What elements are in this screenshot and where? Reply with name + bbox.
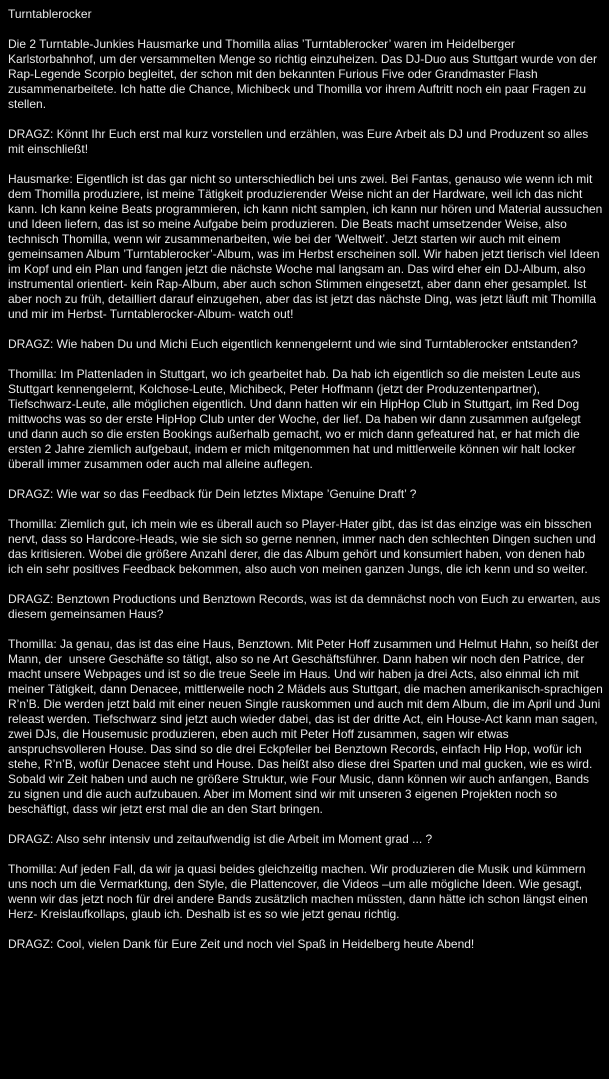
paragraph: DRAGZ: Cool, vielen Dank für Eure Zeit und noch viel Spaß in Heidelberg heute Abend! xyxy=(8,937,475,951)
paragraph: Thomilla: Auf jeden Fall, da wir ja quasi beides gleichzeitig machen. Wir produzieren die Musik und kümmern uns noch um die Vermarktung, den Style, die Plattencover, die Videos –um alle mögliche Ideen. Wie gesagt, wenn wir das jetzt noch für drei andere Bands zusätzlich machen müssten, dann hätte ich schon längst einen Herz- Kreislaufkollaps, glaub ich. Deshalb ist es so wie jetzt genau richtig. xyxy=(8,862,592,921)
paragraph: DRAGZ: Könnt Ihr Euch erst mal kurz vorstellen und erzählen, was Eure Arbeit als DJ und Produzent so alles mit einschließt! xyxy=(8,127,592,156)
paragraph: Hausmarke: Eigentlich ist das gar nicht so unterschiedlich bei uns zwei. Bei Fantas, genauso wie wenn ich mit dem Thomilla produziere, ist meine Tätigkeit produzierender Weise nicht an der Hardware, weil ich das nicht kann. Ich kann keine Beats programmieren, ich kann nicht samplen, ich kann nur hören und Material aussuchen und Ideen liefern, das ist so meine Aufgabe beim produzieren. Die Beats macht umsetzender Weise, also technisch Thomilla, wenn wir zusammenarbeiten, wie bei der ’Weltweit’. Jetzt starten wir auch mit einem gemeinsamen Album ’Turntablerocker’-Album, was im Herbst erscheinen soll. Wir haben jetzt tierisch viel Ideen im Kopf und ein Plan und fangen jetzt die nächste Woche mal langsam an. Das wird eher ein DJ-Album, also instrumental orientiert- kein Rap-Album, aber auch schon Stimmen eingesetzt, aber dann eher gesamplet. Ist aber noch zu früh, detailliert darauf einzugehen, aber das ist jetzt das nächste Ding, was jetzt läuft mit Thomilla und mir im Herbst- Turntablerocker-Album- watch out! xyxy=(8,172,606,321)
paragraph: DRAGZ: Wie war so das Feedback für Dein letztes Mixtape ’Genuine Draft’ ? xyxy=(8,487,417,501)
paragraph: DRAGZ: Benztown Productions und Benztown Records, was ist da demnächst noch von Euch zu erwarten, aus diesem gemeinsamen Haus? xyxy=(8,592,604,621)
paragraph: Thomilla: Ziemlich gut, ich mein wie es überall auch so Player-Hater gibt, das ist das einzige was ein bisschen nervt, dass so Hardcore-Heads, wie sie sich so gerne nennen, immer nach den schlechten Dingen suchen und das kritisieren. Wobei die größere Anzahl derer, die das Album gehört und konsumiert haben, von denen hab ich ein sehr positives Feedback bekommen, also auch von meinen ganzen Jungs, die ich kenn und so weiter. xyxy=(8,517,600,576)
paragraph: Thomilla: Ja genau, das ist das eine Haus, Benztown. Mit Peter Hoff zusammen und Helmut Hahn, so heißt der Mann, der unsere Geschäfte so tätigt, also so ne Art Geschäftsführer. Dann haben wir noch den Patrice, der macht unsere Webpages und ist so die treue Seele im Haus. Und wir haben ja drei Acts, also einmal ich mit meiner Tätigkeit, dann Denacee, mittlerweile noch 2 Mädels aus Stuttgart, die machen amerikanisch-sprachigen R’n’B. Die werden jetzt bald mit einer neuen Single rauskommen und auch mit dem Album, die im April und Juni releast werden. Tiefschwarz sind jetzt auch wieder dabei, das ist der dritte Act, ein House-Act kann man sagen, zwei DJs, die Housemusic produzieren, eben auch mit Peter Hoff zusammen, sagen wir etwas anspruchsvolleren House. Das sind so die drei Eckpfeiler bei Benztown Records, einfach Hip Hop, wofür ich stehe, R’n’B, wofür Denacee steht und House. Das heißt also diese drei Sparten und mal gucken, wie es wird. Sobald wir Zeit haben und auch ne größere Struktur, wie Four Music, dann können wir auch anfangen, Bands zu signen und die auch aufzubauen. Aber im Moment sind wir mit unseren 3 eigenen Projekten noch so beschäftigt, dass wir jetzt erst mal die an den Start bringen. xyxy=(8,637,607,816)
paragraph: DRAGZ: Also sehr intensiv und zeitaufwendig ist die Arbeit im Moment grad ... ? xyxy=(8,832,433,846)
paragraph-list xyxy=(8,37,607,952)
paragraph: DRAGZ: Wie haben Du und Michi Euch eigentlich kennengelernt und wie sind Turntablerocker entstanden? xyxy=(8,337,578,351)
page-title: Turntablerocker xyxy=(8,7,92,21)
paragraph: Thomilla: Im Plattenladen in Stuttgart, wo ich gearbeitet hab. Da hab ich eigentlich so die meisten Leute aus Stuttgart kennengelernt, Kolchose-Leute, Michibeck, Peter Hoffmann (jetzt der Produzentenpartner), Tiefschwarz-Leute, alle möglichen eigentlich. Und dann hatten wir ein HipHop Club in Stuttgart, im Red Dog mittwochs was so der erste HipHop Club unter der Woche, der lief. Da haben wir dann zusammen aufgelegt und dann auch so die ersten Bookings außerhalb gemacht, wo er mich dann gefeatured hat, er hat mich die ersten 2 Jahre ziemlich aufgebaut, indem er mich mitgenommen hat und mittlerweile können wir halt locker überall immer zusammen oder auch mal alleine auflegen. xyxy=(8,367,585,471)
paragraph: Die 2 Turntable-Junkies Hausmarke und Thomilla alias ’Turntablerocker’ waren im Heidelberger Karlstorbahnhof, um der versammelten Menge so richtig einzuheizen. Das DJ-Duo aus Stuttgart wurde von der Rap-Legende Scorpio begleitet, der schon mit den bekannten Furious Five oder Grandmaster Flash zusammenarbeitete. Ich hatte die Chance, Michibeck und Thomilla vor ihrem Auftritt noch ein paar Fragen zu stellen. xyxy=(8,37,601,111)
